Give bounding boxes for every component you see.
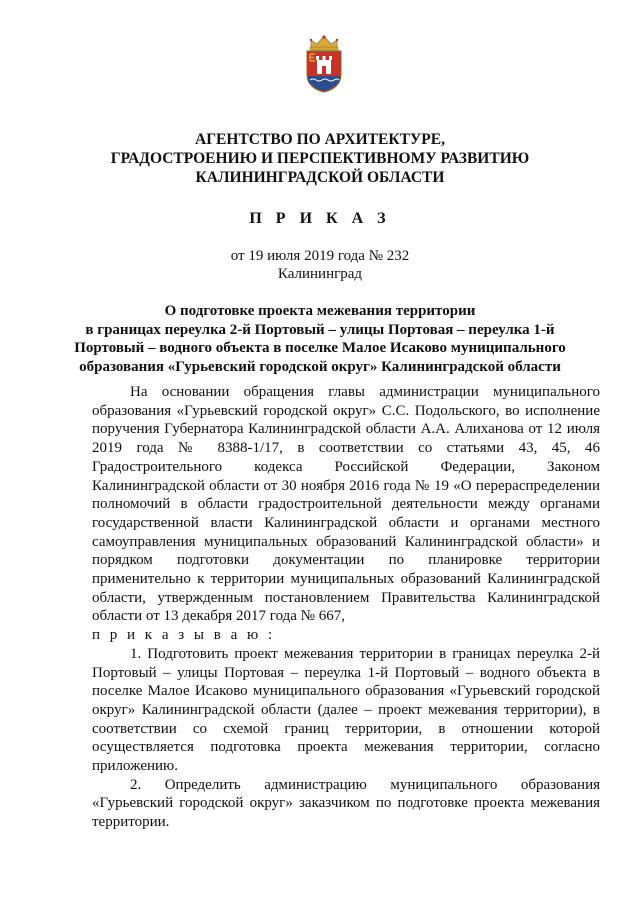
subject-line: О подготовке проекта межевания территории [164,303,476,319]
agency-line: АГЕНТСТВО ПО АРХИТЕКТУРЕ, [195,131,445,148]
order-title: П Р И К А З [249,210,391,227]
subject-line: в границах переулка 2-й Портовый – улицы Портовая – переулка 1-й [85,321,555,338]
order-subject [0,302,640,376]
kaliningrad-coat-of-arms-icon [303,34,345,94]
order-body [92,383,600,832]
preamble-paragraph: На основании обращения главы администрации муниципального образования «Гурьевский городской округ» С.С. Подольского, во исполнение поручения Губернатора Калининградской области А.А. Алиханова от 12 июля 2019 года № 8388-1/17, в соответствии со статьями 43, 45, 46 Градостроительного кодекса Российской Федерации, Законом Калининградской области от 30 ноября 2016 года № 19 «О перераспределении полномочий в области градостроительной деятельности между органами государственной власти Калининградской области и органами местного самоуправления муниципальных образований Калининградской области» и порядком подготовки документации по планировке территории применительно к территории муниципальных образований Калининградской области, утвержденным постановлением Правительства Калининградской области от 13 декабря 2017 года № 667, [92,384,600,625]
order-date: от 19 июля 2019 года № 232 [230,248,410,264]
order-item: 1. Подготовить проект межевания территории в границах переулка 2-й Портовый – улицы Портовая – переулка 1-й Портовый – водного объекта в поселке Малое Исаково муниципального образования «Гурьевский городской округ» Калининградской области (далее – проект межевания территории), в соответствии со схемой границ территории, в отношении которой осуществляется подготовка проекта межевания территории, согласно приложению. [92,645,600,775]
order-city: Калининград [277,266,363,282]
order-meta [0,247,640,283]
agency-line: ГРАДОСТРОЕНИЮ И ПЕРСПЕКТИВНОМУ РАЗВИТИЮ [110,150,530,167]
order-word: п р и к а з ы в а ю : [92,627,276,644]
agency-line: КАЛИНИНГРАДСКОЙ ОБЛАСТИ [195,169,445,186]
order-items [92,645,600,832]
order-item: 2. Определить администрацию муниципального образования «Гурьевский городской округ» заказчиком по подготовке проекта межевания территории. [92,776,600,831]
subject-line: образования «Гурьевский городской округ» Калининградской области [79,358,561,375]
subject-line: Портовый – водного объекта в поселке Малое Исаково муниципального [74,340,566,356]
agency-name [0,130,640,187]
